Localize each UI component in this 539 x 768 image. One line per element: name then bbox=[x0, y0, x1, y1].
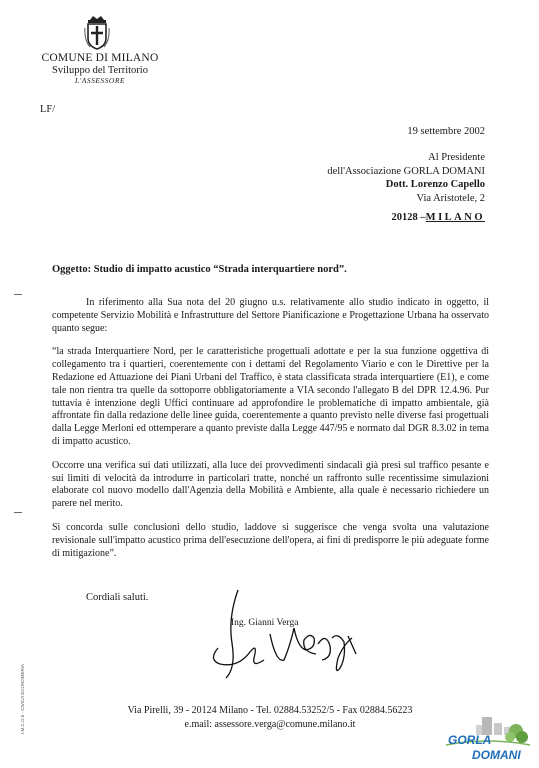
city-name: MILANO bbox=[425, 212, 485, 223]
recipient-block bbox=[327, 151, 485, 206]
recipient-line2: dell'Associazione GORLA DOMANI bbox=[327, 165, 485, 177]
letter-date: 19 settembre 2002 bbox=[407, 126, 485, 137]
letter-body bbox=[52, 297, 489, 571]
recipient-line1: Al Presidente bbox=[428, 152, 485, 163]
margin-mark bbox=[14, 512, 22, 513]
postal-code: 20128 – bbox=[391, 212, 426, 223]
handwritten-signature bbox=[198, 588, 368, 684]
paragraph: Si concorda sulle conclusioni dello studio, laddove si suggerisce che venga svolta una valutazione revisionale sull'impatto acustico prima dell'esecuzione dell'opera, ai fini di predisporre le più adeguate forme di mitigazione”. bbox=[52, 521, 489, 559]
subject-line: Oggetto: Studio di impatto acustico “Strada interquartiere nord”. bbox=[52, 264, 347, 275]
side-print bbox=[20, 662, 32, 738]
footer-email: e.mail: assessore.verga@comune.milano.it bbox=[184, 718, 356, 730]
office-title: L'ASSESSORE bbox=[74, 76, 126, 86]
margin-mark bbox=[14, 294, 22, 295]
closing-salutation: Cordiali saluti. bbox=[86, 592, 149, 603]
department: Sviluppo del Territorio bbox=[52, 65, 148, 77]
recipient-city bbox=[392, 212, 485, 223]
recipient-address: Via Aristotele, 2 bbox=[416, 192, 485, 204]
gorla-domani-logo bbox=[446, 715, 530, 763]
letterhead bbox=[40, 52, 160, 86]
footer-address: Via Pirelli, 39 - 20124 Milano - Tel. 02884.53252/5 - Fax 02884.56223 bbox=[127, 705, 413, 716]
reference-code: LF/ bbox=[40, 104, 56, 115]
paragraph: In riferimento alla Sua nota del 20 giugno u.s. relativamente allo studio indicato in oggetto, il competente Servizio Mobilità e Infrastrutture del Settore Pianificazione e Progettazione Urbana ha osservato quanto segue: bbox=[52, 297, 489, 334]
coat-of-arms-icon bbox=[84, 14, 110, 50]
logo-line2: DOMANI bbox=[472, 748, 521, 762]
recipient-name: Dott. Lorenzo Capello bbox=[385, 179, 485, 191]
org-name: COMUNE DI MILANO bbox=[41, 52, 159, 64]
logo-line1: GORLA bbox=[448, 733, 492, 747]
signer-name: Ing. Gianni Verga bbox=[231, 618, 299, 628]
paragraph: “la strada Interquartiere Nord, per le caratteristiche progettuali adottate e per la sua funzione oggettiva di collegamento tra i quartieri, coerentemente con i dettami del Regolamento Viario e con le Direttive per la Redazione ed Attuazione dei Piani Urbani del Traffico, è stata classificata strada interquartiere (E1), e come tale non rientra tra quelle da sottoporre obbligatoriamente a VIA secondo l'allegato B del DPR 12.4.96. Pur tuttavia è intenzione degli Uffici continuare ad approfondire le problematiche di impatto ambientale, già affrontate fin dalla redazione delle linee guida, coerentemente a quanto previsto nelle diverse fasi progettuali dalla Legge Merloni ed ottemperare a quanto previste dalla Legge 447/95 e normato dal DGR 8.3.02 in tema di impatto acustico. bbox=[52, 346, 489, 447]
footer bbox=[50, 704, 490, 731]
side-print-text: I.M.C.O.6 - CIVICA ECONOMERIA bbox=[20, 663, 25, 734]
paragraph: Occorre una verifica sui dati utilizzati, alla luce dei provvedimenti sindacali già presi sul traffico pesante e sui limiti di velocità da introdurre in particolari tratte, nonché un raffronto sulle recentissime simulazioni elaborate col nuovo modello dall'Agenzia della Mobilità e Ambiente, alla quale è necessario richiedere un parere nel merito. bbox=[52, 459, 489, 510]
